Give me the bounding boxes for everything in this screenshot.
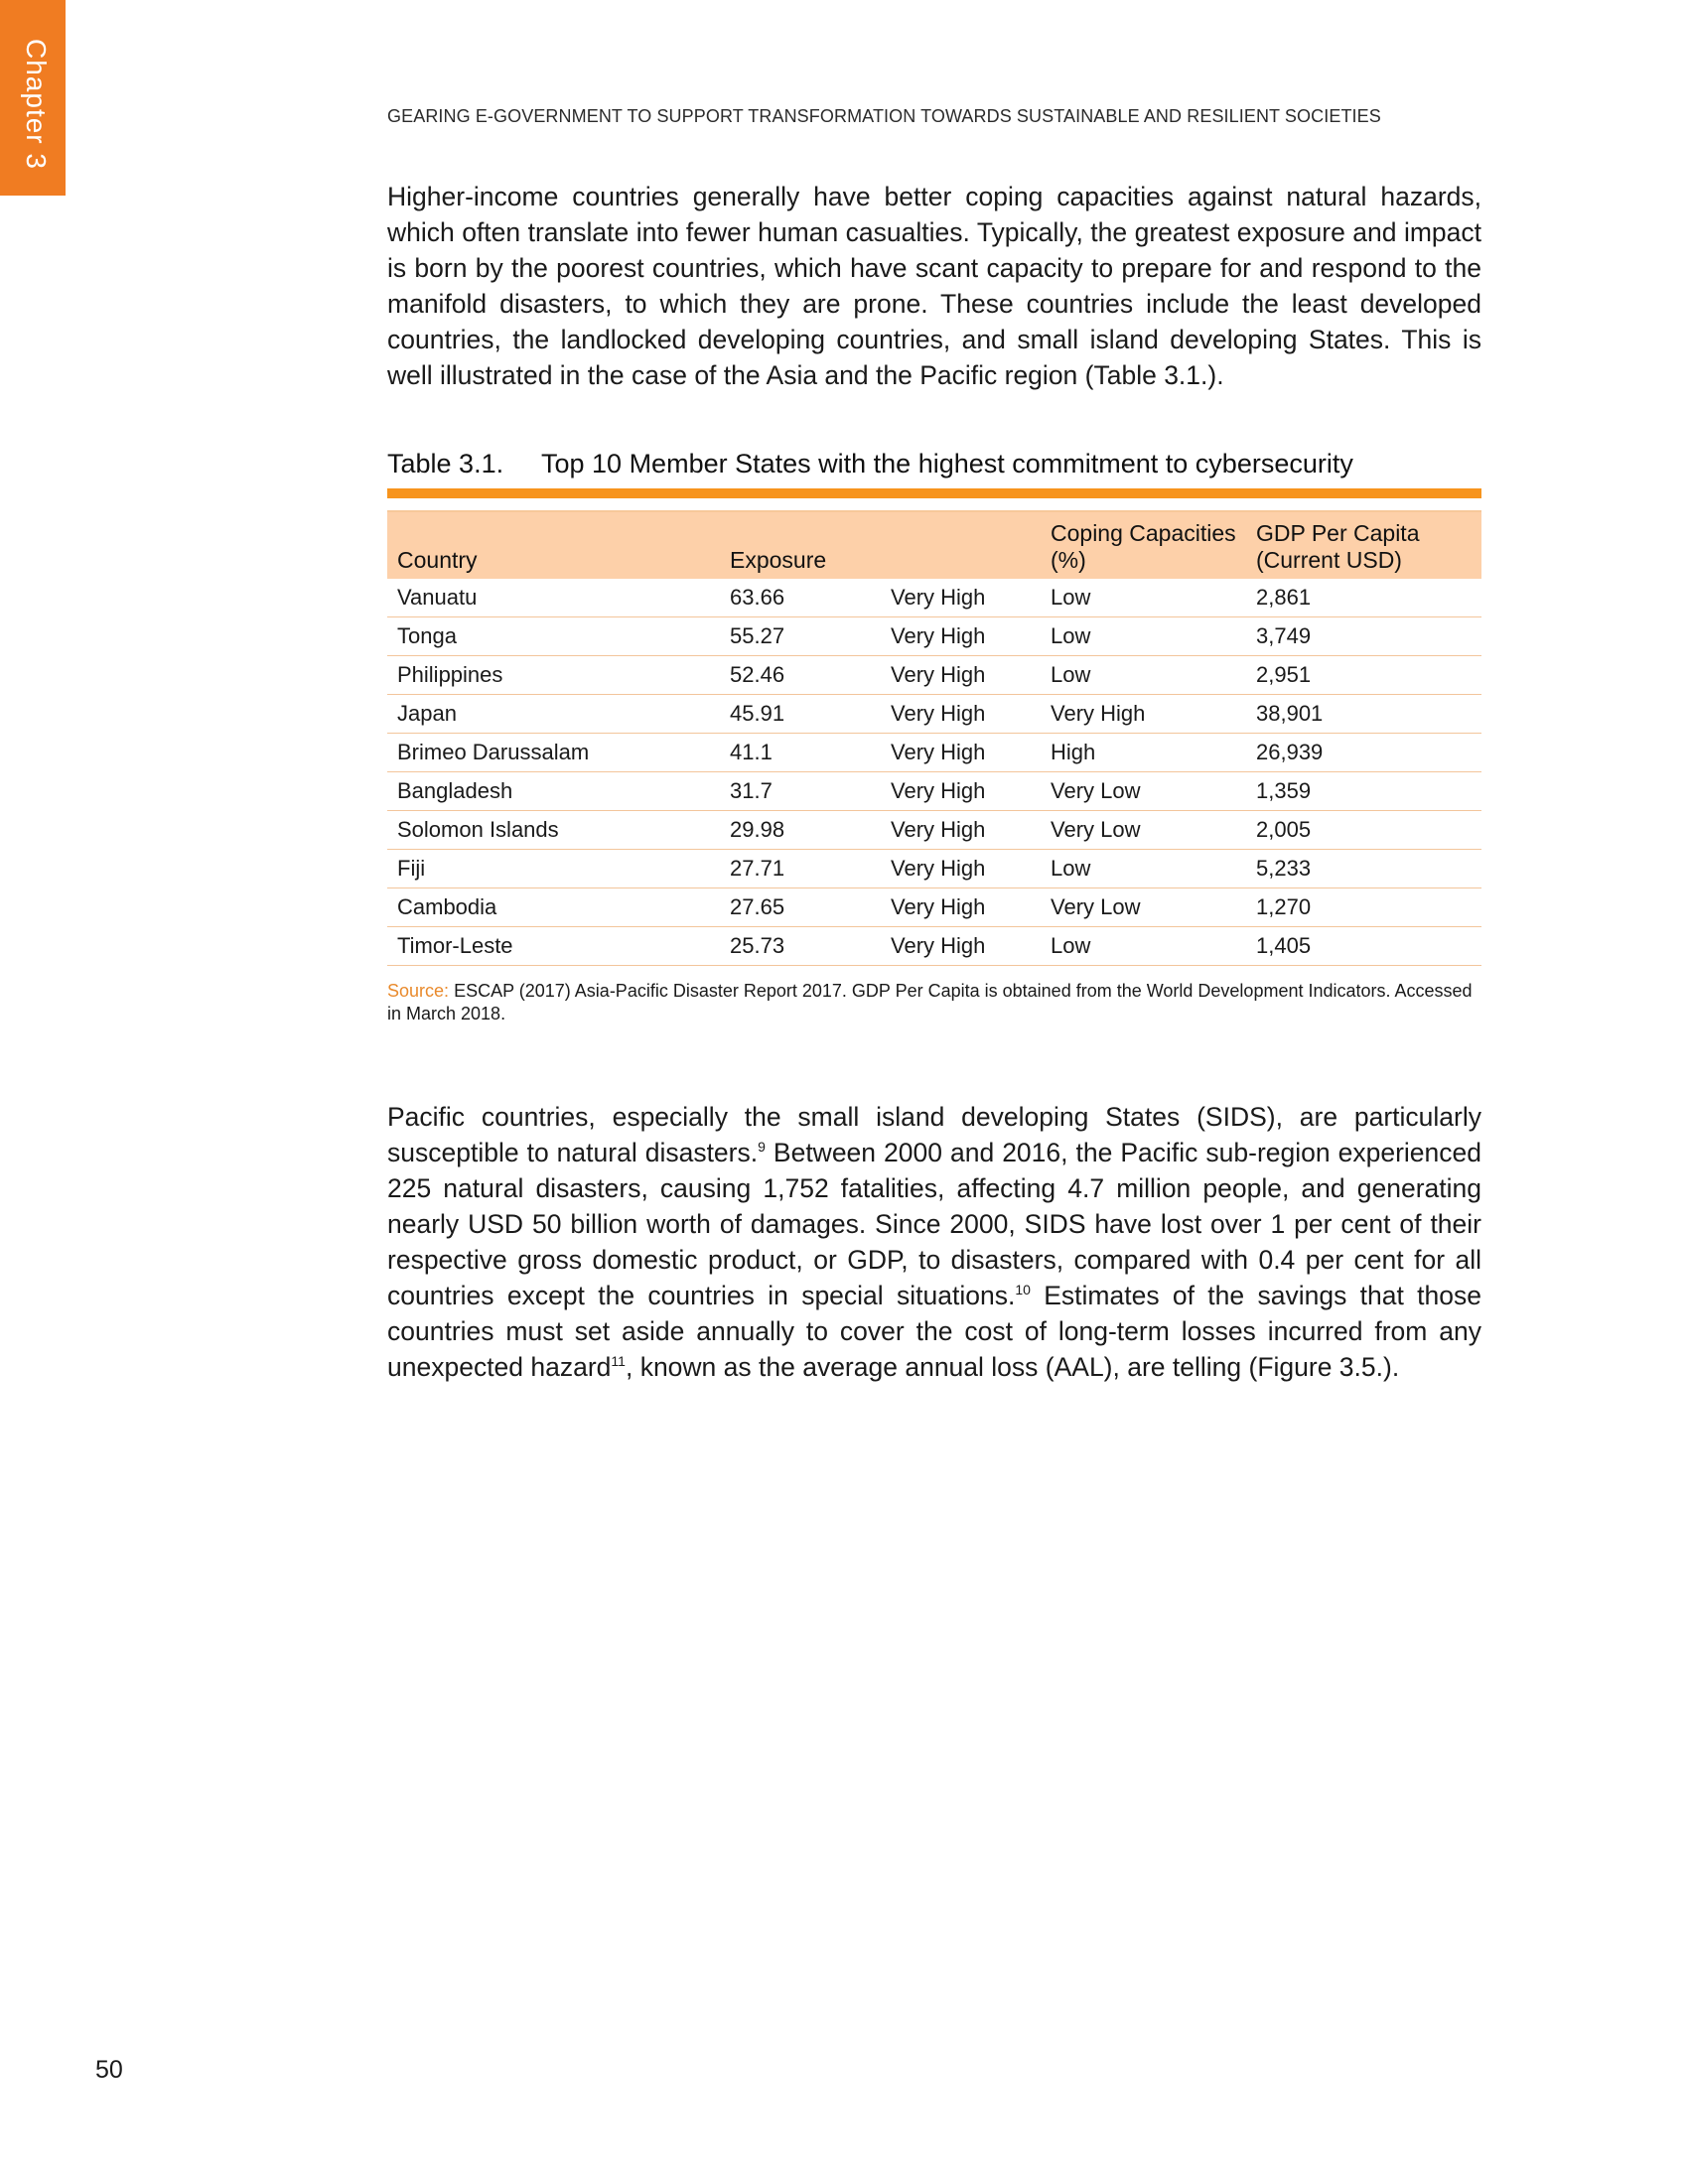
cell-gdp: 38,901 [1246, 695, 1481, 734]
cell-exposure: 29.98 [720, 811, 881, 850]
table-row [387, 927, 1481, 966]
cell-gdp: 1,270 [1246, 888, 1481, 927]
footnote-ref-11[interactable]: 11 [611, 1353, 626, 1370]
cell-coping: Low [1041, 617, 1246, 656]
cell-coping: Low [1041, 579, 1246, 617]
intro-paragraph: Higher-income countries generally have better coping capacities against natural hazards, which often translate into fewer human casualties. Typically, the greatest exposure and impact is born by the poorest countries, which have scant capacity to prepare for and respond to the manifold disasters, to which they are prone. These countries include the least developed countries, the landlocked developing countries, and small island developing States. This is well illustrated in the case of the Asia and the Pacific region (Table 3.1.). [387, 182, 1481, 390]
cell-country: Fiji [387, 850, 720, 888]
cell-gdp: 2,861 [1246, 579, 1481, 617]
cell-exposure-level: Very High [881, 850, 1041, 888]
cell-exposure-level: Very High [881, 656, 1041, 695]
cell-exposure: 31.7 [720, 772, 881, 811]
table-caption [387, 449, 1353, 479]
header-coping-capacities: Coping Capacities (%) [1041, 511, 1246, 579]
cell-exposure-level: Very High [881, 772, 1041, 811]
table-row [387, 695, 1481, 734]
cell-exposure: 27.71 [720, 850, 881, 888]
source-label: Source: [387, 981, 450, 1001]
cell-exposure-level: Very High [881, 734, 1041, 772]
cell-exposure: 41.1 [720, 734, 881, 772]
exposure-table [387, 510, 1481, 966]
running-header: GEARING E-GOVERNMENT TO SUPPORT TRANSFORMATION TOWARDS SUSTAINABLE AND RESILIENT SOCIETIES [387, 106, 1381, 126]
cell-coping: Low [1041, 850, 1246, 888]
cell-country: Philippines [387, 656, 720, 695]
cell-gdp: 26,939 [1246, 734, 1481, 772]
cell-exposure-level: Very High [881, 927, 1041, 966]
cell-coping: Very Low [1041, 888, 1246, 927]
cell-gdp: 1,359 [1246, 772, 1481, 811]
source-text: ESCAP (2017) Asia-Pacific Disaster Report 2017. GDP Per Capita is obtained from the World Development Indicators. Accessed in March 2018. [387, 981, 1473, 1024]
table-row [387, 772, 1481, 811]
table-row [387, 656, 1481, 695]
table-top-rule [387, 488, 1481, 498]
cell-coping: High [1041, 734, 1246, 772]
cell-exposure: 27.65 [720, 888, 881, 927]
cell-exposure-level: Very High [881, 579, 1041, 617]
footnote-ref-9[interactable]: 9 [758, 1139, 766, 1156]
cell-gdp: 5,233 [1246, 850, 1481, 888]
chapter-tab-label: Chapter 3 [21, 39, 52, 170]
table-source-note [387, 980, 1481, 1025]
table-row [387, 579, 1481, 617]
cell-country: Vanuatu [387, 579, 720, 617]
cell-coping: Low [1041, 927, 1246, 966]
table-row [387, 811, 1481, 850]
cell-country: Cambodia [387, 888, 720, 927]
cell-gdp: 1,405 [1246, 927, 1481, 966]
footnote-ref-10[interactable]: 10 [1015, 1282, 1031, 1298]
cell-exposure: 45.91 [720, 695, 881, 734]
cell-exposure-level: Very High [881, 811, 1041, 850]
table-caption-number: Table 3.1. [387, 449, 504, 478]
cell-exposure: 52.46 [720, 656, 881, 695]
cell-coping: Very High [1041, 695, 1246, 734]
cell-gdp: 2,005 [1246, 811, 1481, 850]
cell-coping: Very Low [1041, 772, 1246, 811]
cell-exposure-level: Very High [881, 695, 1041, 734]
cell-gdp: 2,951 [1246, 656, 1481, 695]
cell-country: Timor-Leste [387, 927, 720, 966]
header-exposure: Exposure [720, 511, 881, 579]
table-header-row [387, 511, 1481, 579]
cell-exposure: 55.27 [720, 617, 881, 656]
table-row [387, 850, 1481, 888]
cell-country: Bangladesh [387, 772, 720, 811]
cell-country: Solomon Islands [387, 811, 720, 850]
pacific-paragraph: Pacific countries, especially the small island developing States (SIDS), are particularly susceptible to natural disasters.$^9$ Between 2000 and 2016, the Pacific sub-region experienced 225 natural disasters, causing 1,752 fatalities, affecting 4.7 million people, and generating nearly USD 50 billion worth of damages. Since 2000, SIDS have lost over 1 per cent of their respective gross domestic product, or GDP, to disasters, compared with 0.4 per cent for all countries except the countries in special situations.$^{10}$ Estimates of the savings that those countries must set aside annually to cover the cost of long-term losses incurred from any unexpected hazard$^{11}$, known as the average annual loss (AAL), are telling (Figure 3.5.). [387, 1102, 1481, 1382]
table-row [387, 734, 1481, 772]
cell-country: Tonga [387, 617, 720, 656]
table-row [387, 888, 1481, 927]
header-gdp-per-capita: GDP Per Capita (Current USD) [1246, 511, 1481, 579]
page-number: 50 [95, 2056, 123, 2084]
header-country: Country [387, 511, 720, 579]
cell-coping: Very Low [1041, 811, 1246, 850]
cell-coping: Low [1041, 656, 1246, 695]
table-row [387, 617, 1481, 656]
cell-exposure-level: Very High [881, 617, 1041, 656]
cell-exposure-level: Very High [881, 888, 1041, 927]
header-exposure-level [881, 511, 1041, 579]
cell-country: Brimeo Darussalam [387, 734, 720, 772]
cell-exposure: 63.66 [720, 579, 881, 617]
cell-gdp: 3,749 [1246, 617, 1481, 656]
cell-country: Japan [387, 695, 720, 734]
table-caption-title: Top 10 Member States with the highest commitment to cybersecurity [541, 449, 1353, 478]
chapter-tab [0, 0, 66, 196]
cell-exposure: 25.73 [720, 927, 881, 966]
